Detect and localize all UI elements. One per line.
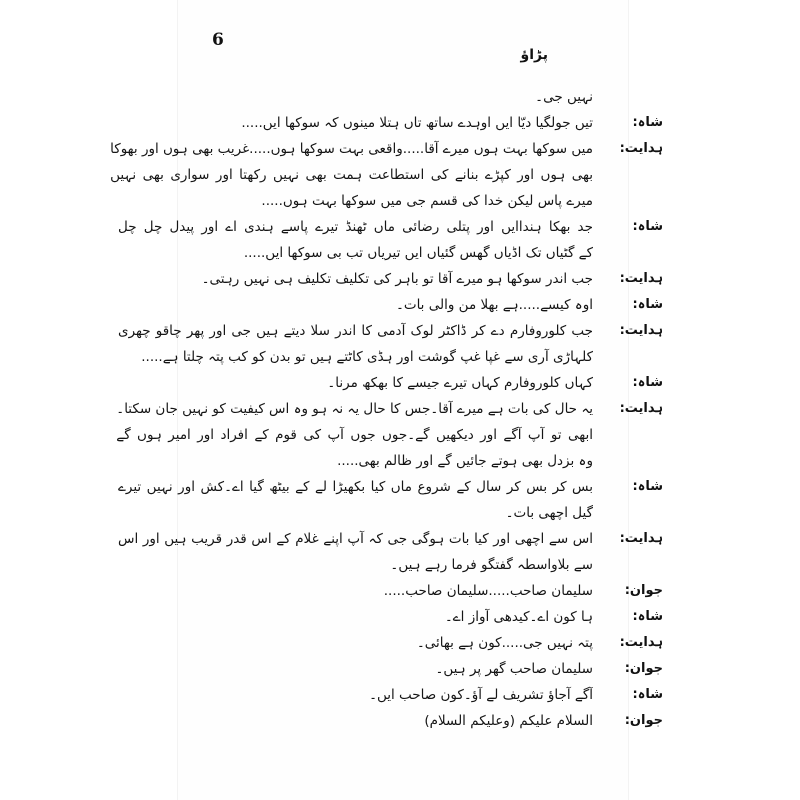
page-number: 6 — [212, 30, 224, 50]
speech-line: ہا کون اے۔کیدھی آواز اے۔ — [444, 609, 593, 625]
speaker-label: جوان: — [624, 583, 663, 598]
speech-text — [118, 292, 601, 318]
dialogue-entry — [118, 656, 663, 682]
speaker-label: ہدایت: — [619, 271, 663, 286]
speech-line: نہیں جی۔ — [535, 89, 593, 105]
dialogue-entry — [118, 604, 663, 630]
speech-text — [118, 474, 601, 526]
speech-line: ابھی تو آپ آگے اور دیکھیں گے۔جوں جوں آپ کی قوم کے افراد اور امیر ہوں گے — [116, 427, 593, 443]
speaker-label: ہدایت: — [619, 635, 663, 650]
speech-line: جد بھکا ہنداایں اور پتلی رضائی ماں ٹھنڈ تیرے پاسے ہندی اے اور پیدل چل چل — [118, 219, 593, 235]
speech-text — [118, 318, 601, 370]
speech-line: سلیمان صاحب.....سلیمان صاحب..... — [383, 583, 593, 599]
speech-line: آگے آجاؤ تشریف لے آؤ۔کون صاحب ایں۔ — [369, 687, 593, 703]
speech-line: وہ بزدل بھی ہوتے جائیں گے اور ظالم بھی..... — [337, 453, 593, 469]
dialogue-entry — [118, 292, 663, 318]
speech-line: سلیمان صاحب گھر پر ہیں۔ — [435, 661, 593, 677]
dialogue-entry — [110, 136, 663, 214]
speaker-label: ہدایت: — [619, 141, 663, 156]
speaker-label: ہدایت: — [619, 401, 663, 416]
speech-line: تیں جولگیا دیّا ایں اوہدے ساتھ تاں ہتلا مینوں کہ سوکھا ایں..... — [241, 115, 593, 131]
dialogue-entry — [118, 630, 663, 656]
dialogue-entry — [118, 526, 663, 578]
speech-text — [118, 370, 601, 396]
running-head-title: پڑاؤ — [520, 47, 548, 63]
speaker-label: شاہ: — [632, 375, 663, 390]
speech-line: جب اندر سوکھا ہو میرے آقا تو باہر کی تکلیف تکلیف ہی نہیں رہتی۔ — [201, 271, 593, 287]
speech-line: جب کلوروفارم دے کر ڈاکٹر لوک آدمی کا اندر سلا دیتے ہیں جی اور پھر چاقو چھری — [118, 323, 593, 339]
speech-text — [118, 682, 601, 708]
dialogue-body — [110, 84, 663, 734]
speech-line: کہاں کلوروفارم کہاں تیرے جیسے کا بھکھ مرنا۔ — [327, 375, 593, 391]
speaker-label: شاہ: — [632, 687, 663, 702]
speaker-label: شاہ: — [632, 297, 663, 312]
speech-text — [118, 708, 601, 734]
speaker-label: جوان: — [624, 713, 663, 728]
dialogue-entry — [118, 266, 663, 292]
speech-line: بس کر بس کر سال کے شروع ماں کیا بکھیڑا لے کے بیٹھ گیا اے۔کش اور نہیں تیرے — [118, 479, 593, 495]
speech-text — [118, 266, 601, 292]
speech-line: بھی ہوں اور کپڑے بنانے کی استطاعت ہمت بھی نہیں رکھتا اور سواری بھی نہیں — [110, 167, 593, 183]
speech-line: سے بلاواسطہ گفتگو فرما رہے ہیں۔ — [390, 557, 593, 573]
speech-line: میرے پاس لیکن خدا کی قسم جی میں سوکھا بہت ہوں..... — [261, 193, 593, 209]
speaker-label: شاہ: — [632, 479, 663, 494]
dialogue-entry — [118, 370, 663, 396]
speech-text — [118, 604, 601, 630]
speaker-label: جوان: — [624, 661, 663, 676]
speech-text — [118, 578, 601, 604]
dialogue-entry — [118, 214, 663, 266]
speech-text — [116, 396, 601, 474]
speaker-label: ہدایت: — [619, 531, 663, 546]
speech-text — [118, 84, 601, 110]
speaker-label: ہدایت: — [619, 323, 663, 338]
speech-line: یہ حال کی بات ہے میرے آقا۔جس کا حال یہ نہ ہو وہ اس کیفیت کو نہیں جان سکتا۔ — [116, 401, 593, 417]
dialogue-entry — [118, 682, 663, 708]
speech-line: اس سے اچھی اور کیا بات ہوگی جی کہ آپ اپنے غلام کے اس قدر قریب ہیں اور اس — [118, 531, 593, 547]
dialogue-entry — [118, 474, 663, 526]
speech-line: گیل اچھی بات۔ — [505, 505, 593, 521]
speech-line: پتہ نہیں جی.....کون ہے بھائی۔ — [416, 635, 593, 651]
dialogue-entry — [118, 708, 663, 734]
speech-line: اوہ کیسے.....ہے بھلا من والی بات۔ — [395, 297, 593, 313]
speech-text — [110, 136, 601, 214]
dialogue-entry — [118, 318, 663, 370]
dialogue-entry — [118, 396, 663, 474]
speech-text — [118, 630, 601, 656]
speech-text — [118, 110, 601, 136]
speech-text — [118, 526, 601, 578]
speech-line: السلام علیکم (وعلیکم السلام) — [424, 713, 593, 729]
speech-text — [118, 214, 601, 266]
speech-line: کلہاڑی آری سے غپا غپ گوشت اور ہڈی کاٹتے ہیں تو بدن کو کب پتہ چلتا ہے..... — [141, 349, 593, 365]
speech-text — [118, 656, 601, 682]
dialogue-entry — [118, 110, 663, 136]
speech-line: میں سوکھا بہت ہوں میرے آقا.....واقعی بہت سوکھا ہوں.....غریب بھی ہوں اور بھوکا — [110, 141, 593, 157]
speech-line: کے گٹیاں تک اڈیاں گھس گئیاں ایں تیریاں تب بی سوکھا ایں..... — [243, 245, 593, 261]
speaker-label: شاہ: — [632, 219, 663, 234]
dialogue-entry — [118, 578, 663, 604]
speaker-label: شاہ: — [632, 115, 663, 130]
speaker-label: شاہ: — [632, 609, 663, 624]
dialogue-entry — [118, 84, 663, 110]
